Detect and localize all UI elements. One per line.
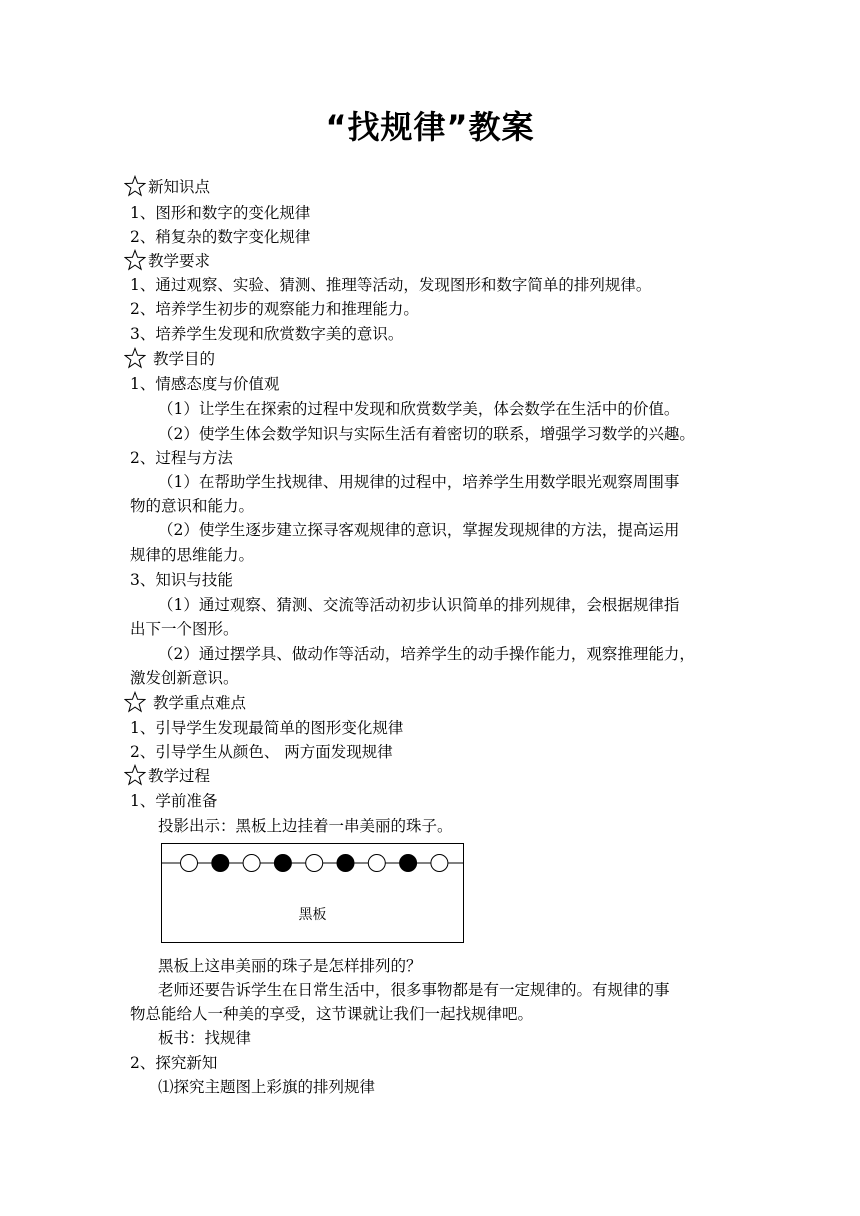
black-bead	[212, 855, 229, 872]
white-bead	[181, 855, 198, 872]
black-bead	[337, 855, 354, 872]
heading-text: 教学目的	[152, 350, 215, 368]
paragraph-line: 激发创新意识。	[130, 669, 239, 687]
paragraph-line: 物总能给人一种美的享受，这节课就让我们一起找规律吧。	[130, 1005, 534, 1023]
paragraph-line: 物的意识和能力。	[130, 497, 255, 515]
sub-heading: 3、知识与技能	[130, 571, 233, 589]
sub-heading: 1、学前准备	[130, 792, 218, 810]
sub-heading: 2、过程与方法	[130, 449, 233, 467]
document-title: “找规律”教案	[325, 108, 535, 146]
paragraph-line: 黑板上这串美丽的珠子是怎样排列的？	[158, 957, 422, 975]
sub-heading: 1、情感态度与价值观	[130, 375, 280, 393]
section-heading-goals	[130, 347, 735, 371]
white-bead	[431, 855, 448, 872]
section-heading-new-knowledge	[130, 175, 735, 199]
heading-text: 教学要求	[148, 252, 211, 270]
paragraph-line: ⑴探究主题图上彩旗的排列规律	[158, 1078, 376, 1096]
black-bead	[400, 855, 417, 872]
blackboard-figure	[161, 843, 464, 943]
paragraph-line: （1）让学生在探索的过程中发现和欣赏数学美，体会数学在生活中的价值。	[158, 400, 680, 418]
heading-text: 教学重点难点	[152, 694, 246, 712]
list-item: 2、引导学生从颜色、 两方面发现规律	[130, 743, 393, 761]
list-item: 2、培养学生初步的观察能力和推理能力。	[130, 300, 419, 318]
star-outline-icon	[124, 347, 146, 369]
paragraph-line: （2）使学生体会数学知识与实际生活有着密切的联系，增强学习数学的兴趣。	[158, 425, 695, 443]
paragraph-line: 老师还要告诉学生在日常生活中，很多事物都是有一定规律的。有规律的事	[158, 981, 670, 999]
list-item: 3、培养学生发现和欣赏数字美的意识。	[130, 325, 404, 343]
blackboard-label: 黑板	[298, 907, 327, 923]
star-outline-icon	[124, 764, 146, 786]
heading-text: 教学过程	[148, 767, 211, 785]
paragraph-line: 板书：找规律	[158, 1029, 252, 1047]
black-bead	[274, 855, 291, 872]
star-outline-icon	[124, 691, 146, 713]
white-bead	[306, 855, 323, 872]
paragraph-line: 规律的思维能力。	[130, 546, 255, 564]
star-outline-icon	[124, 175, 146, 197]
white-bead	[368, 855, 385, 872]
section-heading-key-points	[130, 691, 735, 715]
paragraph-line: （2）通过摆学具、做动作等活动，培养学生的动手操作能力，观察推理能力，	[158, 645, 695, 663]
paragraph-line: 投影出示：黑板上边挂着一串美丽的珠子。	[158, 817, 453, 835]
paragraph-line: （1）在帮助学生找规律、用规律的过程中，培养学生用数学眼光观察周围事	[158, 473, 680, 491]
section-heading-process	[130, 764, 735, 788]
bead-string	[162, 844, 463, 884]
paragraph-line: （2）使学生逐步建立探寻客观规律的意识，掌握发现规律的方法，提高运用	[158, 521, 680, 539]
heading-text: 新知识点	[148, 178, 211, 196]
list-item: 1、引导学生发现最简单的图形变化规律	[130, 719, 404, 737]
paragraph-line: （1）通过观察、猜测、交流等活动初步认识简单的排列规律，会根据规律指	[158, 596, 680, 614]
paragraph-line: 出下一个图形。	[130, 620, 239, 638]
star-outline-icon	[124, 249, 146, 271]
list-item: 1、通过观察、实验、猜测、推理等活动，发现图形和数字简单的排列规律。	[130, 276, 652, 294]
sub-heading: 2、探究新知	[130, 1054, 218, 1072]
list-item: 2、稍复杂的数字变化规律	[130, 228, 311, 246]
section-heading-requirements	[130, 249, 735, 273]
list-item: 1、图形和数字的变化规律	[130, 204, 311, 222]
white-bead	[243, 855, 260, 872]
